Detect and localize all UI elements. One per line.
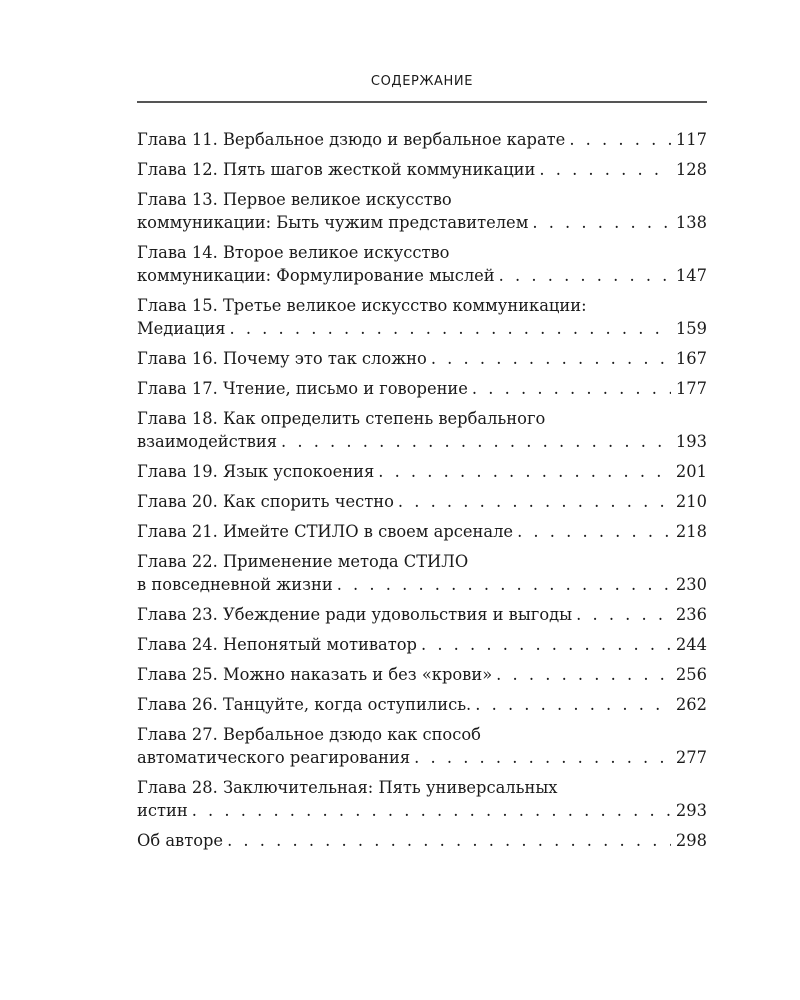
toc-entry <box>137 241 707 287</box>
toc-entry-title: Глава 28. Заключительная: Пять универсальных <box>137 778 558 797</box>
toc-page-number: 230 <box>675 575 707 594</box>
toc-page-number: 277 <box>675 748 707 767</box>
toc-entry-title: Глава 11. Вербальное дзюдо и вербальное карате <box>137 130 566 149</box>
toc-entry-last-line <box>137 573 707 596</box>
toc-entry-last-line <box>137 663 707 686</box>
toc-entry-title: Глава 27. Вербальное дзюдо как способ <box>137 725 481 744</box>
toc-entry-line <box>137 723 707 746</box>
toc-page-number: 210 <box>675 492 707 511</box>
toc-page-number: 147 <box>675 266 707 285</box>
toc-entry <box>137 460 707 483</box>
table-of-contents <box>137 128 707 859</box>
toc-entry-title: Глава 18. Как определить степень вербального <box>137 409 546 428</box>
toc-entry-last-line <box>137 633 707 656</box>
toc-entry <box>137 603 707 626</box>
toc-entry <box>137 663 707 686</box>
toc-entry-line <box>137 407 707 430</box>
dot-leader <box>496 663 671 686</box>
toc-entry-title: коммуникации: Быть чужим представителем <box>137 213 529 232</box>
toc-page-number: 298 <box>675 831 707 850</box>
toc-entry-title: Глава 15. Третье великое искусство коммуникации: <box>137 296 587 315</box>
toc-page-number: 159 <box>675 319 707 338</box>
toc-entry-last-line <box>137 746 707 769</box>
toc-entry <box>137 347 707 370</box>
toc-page-number: 293 <box>675 801 707 820</box>
toc-entry <box>137 550 707 596</box>
toc-page-number: 128 <box>675 160 707 179</box>
toc-page-number: 262 <box>675 695 707 714</box>
toc-entry-last-line <box>137 264 707 287</box>
dot-leader <box>499 264 671 287</box>
dot-leader <box>378 460 671 483</box>
toc-entry-last-line <box>137 430 707 453</box>
toc-page-number: 177 <box>675 379 707 398</box>
dot-leader <box>532 211 671 234</box>
toc-entry-title: Глава 14. Второе великое искусство <box>137 243 450 262</box>
toc-entry-title: Глава 19. Язык успокоения <box>137 462 375 481</box>
dot-leader <box>431 347 671 370</box>
toc-entry-title: Медиация <box>137 319 226 338</box>
toc-entry-title: Глава 17. Чтение, письмо и говорение <box>137 379 468 398</box>
toc-entry-line <box>137 550 707 573</box>
toc-entry <box>137 829 707 852</box>
toc-entry-last-line <box>137 211 707 234</box>
toc-entry-line <box>137 776 707 799</box>
toc-entry-line <box>137 188 707 211</box>
toc-page-number: 138 <box>675 213 707 232</box>
toc-entry-title: Глава 16. Почему это так сложно <box>137 349 427 368</box>
toc-entry-last-line <box>137 799 707 822</box>
dot-leader <box>281 430 671 453</box>
toc-page-number: 193 <box>675 432 707 451</box>
toc-entry <box>137 158 707 181</box>
toc-page-number: 218 <box>675 522 707 541</box>
toc-entry-last-line <box>137 693 707 716</box>
toc-entry <box>137 490 707 513</box>
dot-leader <box>475 693 671 716</box>
toc-entry-title: Об авторе <box>137 831 224 850</box>
toc-entry-title: коммуникации: Формулирование мыслей <box>137 266 495 285</box>
toc-entry-title: в повседневной жизни <box>137 575 333 594</box>
dot-leader <box>398 490 671 513</box>
toc-page-number: 256 <box>675 665 707 684</box>
toc-entry <box>137 377 707 400</box>
toc-entry <box>137 693 707 716</box>
toc-entry-last-line <box>137 158 707 181</box>
toc-entry-last-line <box>137 490 707 513</box>
toc-page-number: 236 <box>675 605 707 624</box>
dot-leader <box>517 520 671 543</box>
toc-page-number: 244 <box>675 635 707 654</box>
toc-entry-title: Глава 25. Можно наказать и без «крови» <box>137 665 493 684</box>
dot-leader <box>192 799 671 822</box>
toc-entry-title: Глава 26. Танцуйте, когда оступились. <box>137 695 472 714</box>
toc-entry <box>137 633 707 656</box>
dot-leader <box>472 377 671 400</box>
toc-entry-last-line <box>137 520 707 543</box>
dot-leader <box>337 573 671 596</box>
toc-entry-last-line <box>137 317 707 340</box>
header-divider <box>137 101 707 103</box>
toc-entry-line <box>137 241 707 264</box>
toc-entry <box>137 776 707 822</box>
toc-entry <box>137 188 707 234</box>
toc-entry <box>137 128 707 151</box>
toc-entry-title: Глава 20. Как спорить честно <box>137 492 394 511</box>
toc-entry-title: взаимодействия <box>137 432 277 451</box>
toc-entry <box>137 520 707 543</box>
dot-leader <box>229 317 671 340</box>
toc-entry-last-line <box>137 829 707 852</box>
toc-entry <box>137 294 707 340</box>
toc-page-number: 201 <box>675 462 707 481</box>
toc-entry-line <box>137 294 707 317</box>
dot-leader <box>227 829 671 852</box>
dot-leader <box>421 633 671 656</box>
toc-page-number: 167 <box>675 349 707 368</box>
dot-leader <box>569 128 671 151</box>
toc-entry-last-line <box>137 347 707 370</box>
toc-page-number: 117 <box>675 130 707 149</box>
toc-entry-last-line <box>137 128 707 151</box>
toc-entry <box>137 723 707 769</box>
dot-leader <box>414 746 671 769</box>
toc-entry-last-line <box>137 460 707 483</box>
toc-entry-title: автоматического реагирования <box>137 748 411 767</box>
toc-entry-title: истин <box>137 801 188 820</box>
toc-entry-title: Глава 12. Пять шагов жесткой коммуникации <box>137 160 536 179</box>
toc-entry-title: Глава 13. Первое великое искусство <box>137 190 452 209</box>
toc-entry-title: Глава 22. Применение метода СТИЛО <box>137 552 469 571</box>
page-title: СОДЕРЖАНИЕ <box>370 74 474 89</box>
toc-entry-title: Глава 24. Непонятый мотиватор <box>137 635 417 654</box>
dot-leader <box>539 158 671 181</box>
toc-entry-last-line <box>137 603 707 626</box>
toc-entry <box>137 407 707 453</box>
toc-entry-title: Глава 23. Убеждение ради удовольствия и выгоды <box>137 605 573 624</box>
toc-entry-last-line <box>137 377 707 400</box>
dot-leader <box>576 603 671 626</box>
toc-entry-title: Глава 21. Имейте СТИЛО в своем арсенале <box>137 522 514 541</box>
